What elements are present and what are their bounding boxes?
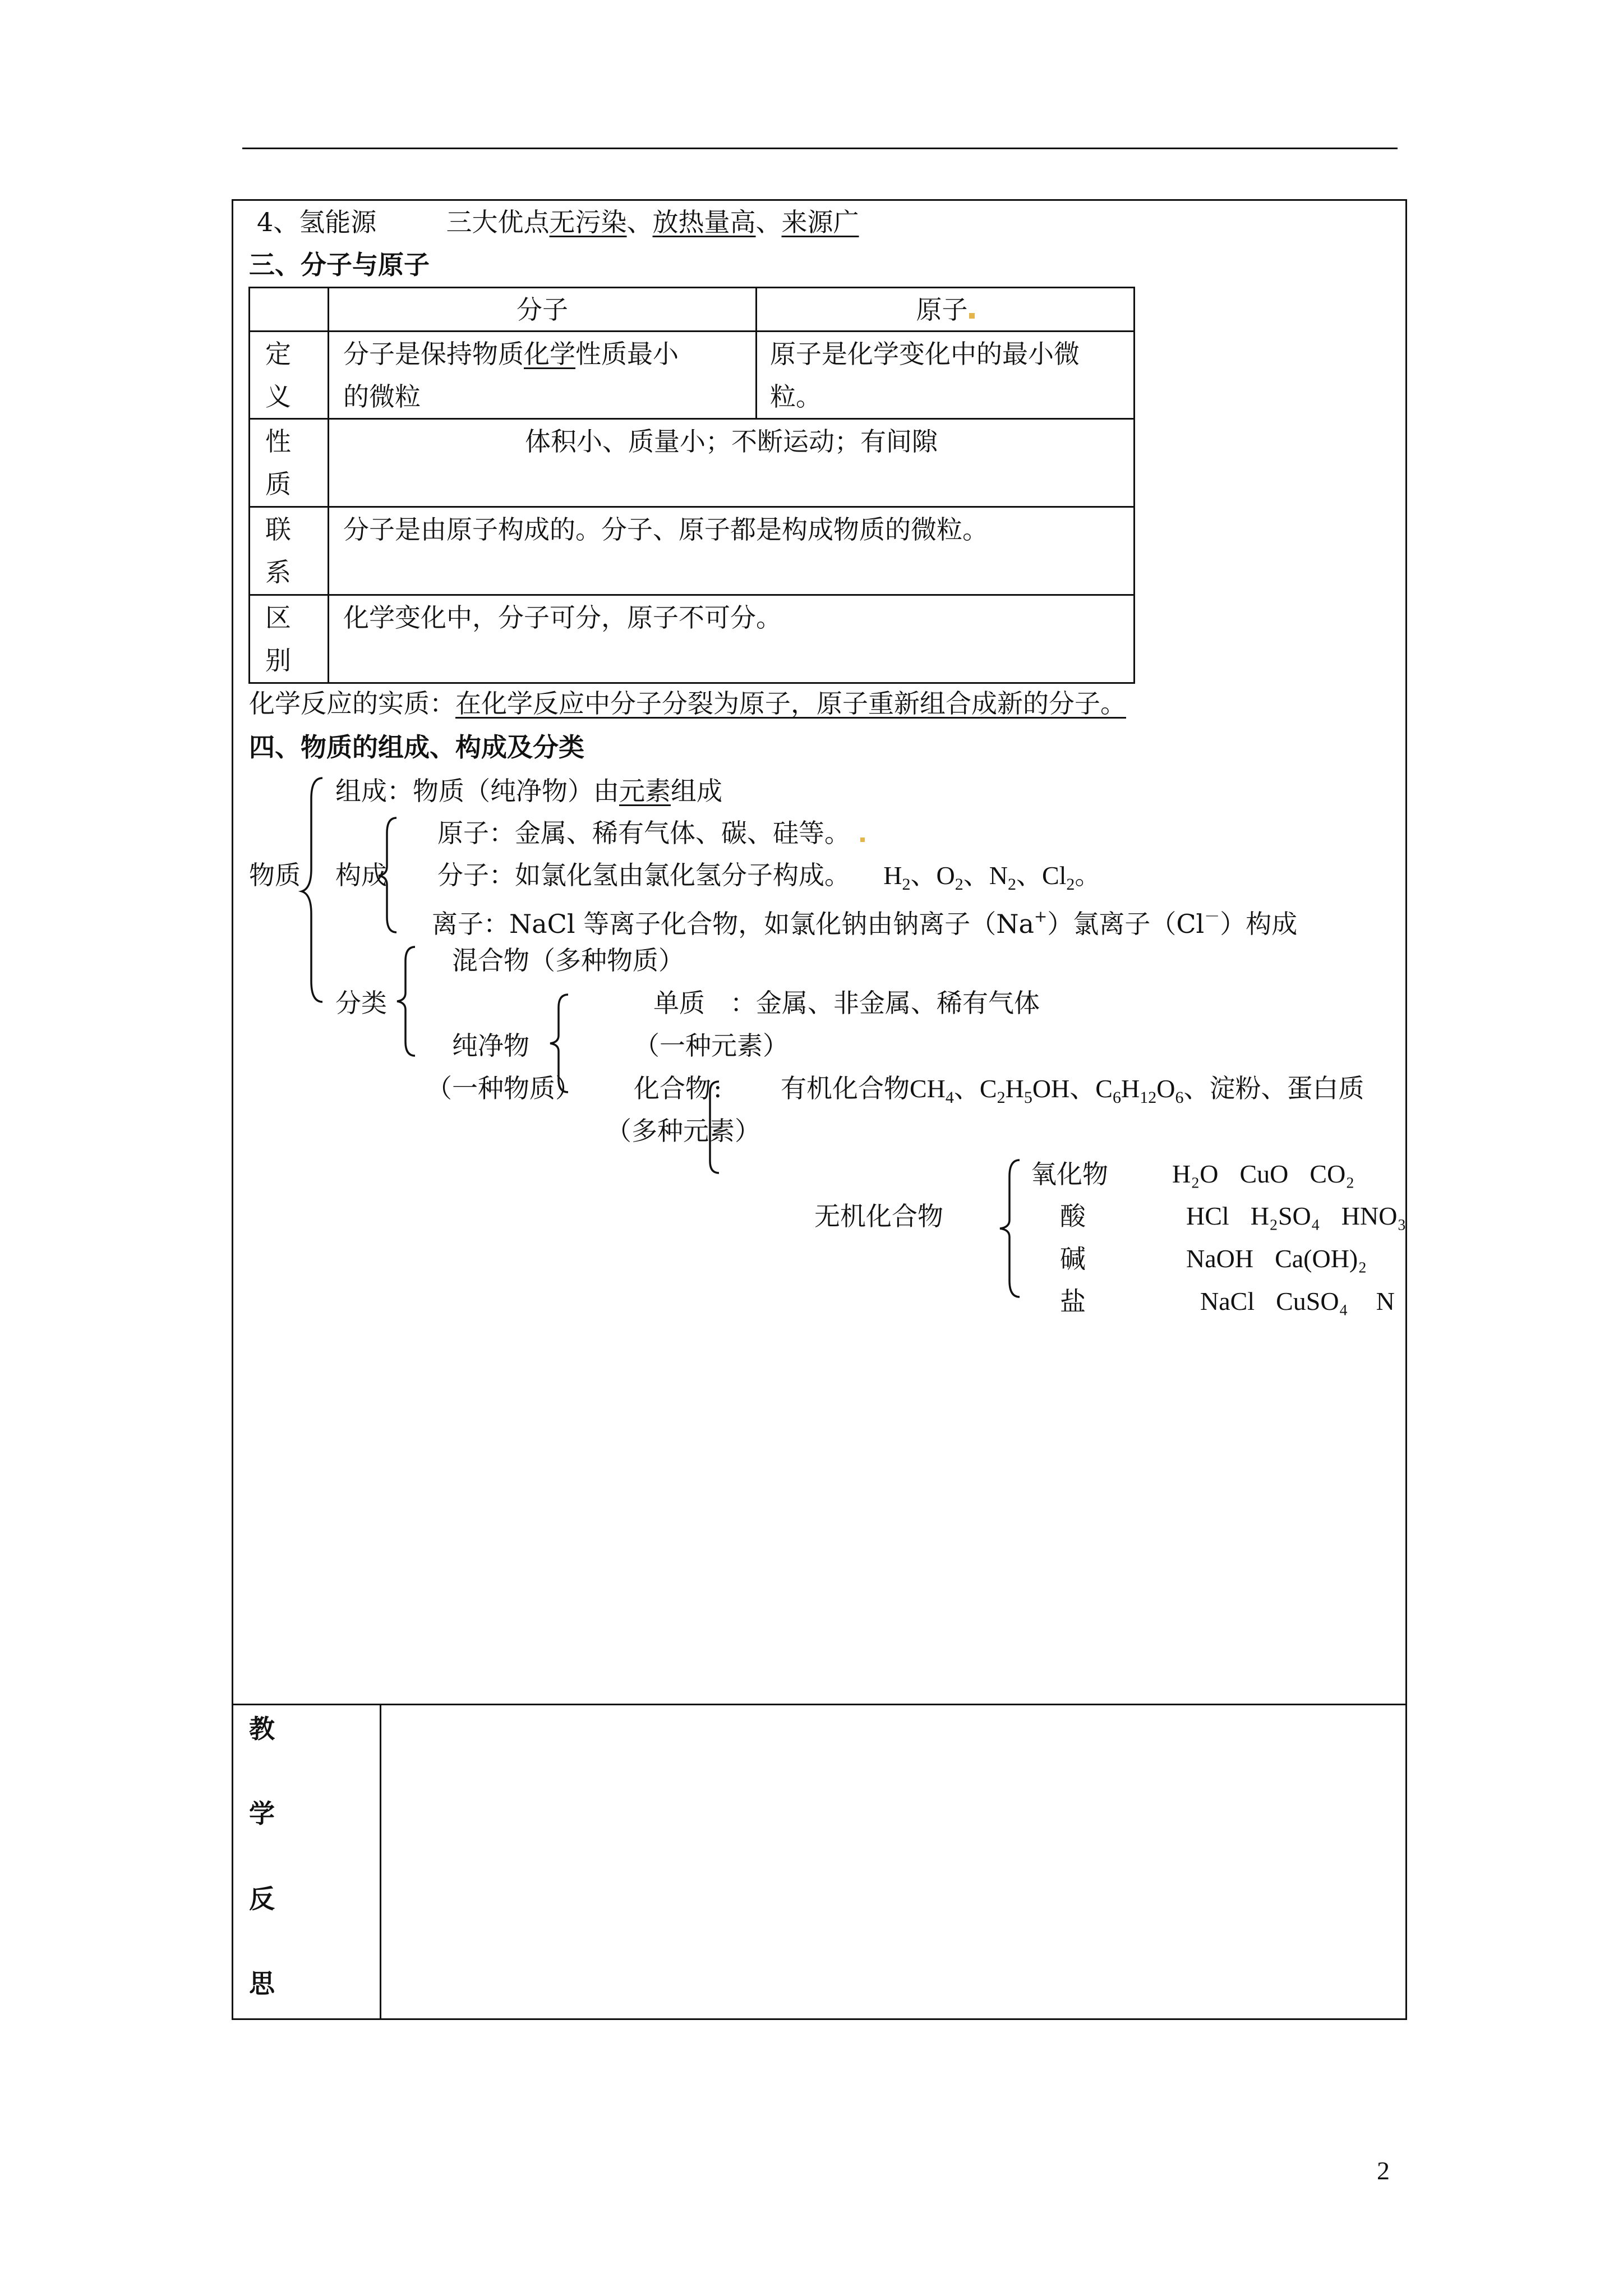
formula: Ca(OH)₂ xyxy=(1275,1244,1367,1273)
inorganic-items-oxide xyxy=(1172,1157,1354,1191)
element-label: 单质 xyxy=(653,988,705,1018)
formula: H₂O xyxy=(1172,1159,1219,1188)
atom-definition-line2: 粒。 xyxy=(770,381,822,412)
difference-text: 化学变化中，分子可分，原子不可分。 xyxy=(343,602,782,633)
formula-subscript: 2 xyxy=(902,875,911,894)
compound-brace xyxy=(702,1080,725,1175)
composition-post: 组成 xyxy=(671,776,722,806)
inorganic-name: 碱 xyxy=(1060,1244,1086,1274)
header-atom-label: 原子 xyxy=(916,295,968,325)
compound-note: （多种元素） xyxy=(606,1116,760,1146)
row-label-relation-b: 系 xyxy=(265,557,291,587)
structure-label: 构成 xyxy=(335,860,387,890)
organic-tail: 、淀粉、蛋白质 xyxy=(1183,1073,1364,1103)
formula-subscript: 6 xyxy=(1112,1088,1121,1107)
formula-subscript: 2 xyxy=(1007,875,1016,894)
formula: CuSO₄ xyxy=(1276,1287,1348,1315)
inorganic-row-acid xyxy=(1060,1199,1086,1233)
inorganic-items-salt xyxy=(1200,1285,1405,1318)
organic-line xyxy=(781,1071,1364,1115)
atoms-line xyxy=(437,816,865,850)
formula: HNO₃ xyxy=(1341,1202,1407,1230)
separator: 、 xyxy=(963,861,989,890)
header-rule xyxy=(242,148,1398,149)
inorganic-name: 氧化物 xyxy=(1031,1159,1108,1189)
ions-na-superscript: + xyxy=(1034,907,1048,926)
compound-label: 化合物 xyxy=(634,1073,711,1103)
separator: 、 xyxy=(626,207,653,237)
formula-part: N xyxy=(989,861,1008,890)
main-brace xyxy=(300,776,334,1004)
element-line xyxy=(653,986,1040,1020)
atom-definition: 原子是化学变化中的最小微 xyxy=(770,339,1080,369)
root-matter: 物质 xyxy=(249,860,301,890)
formula-subscript: 6 xyxy=(1175,1088,1184,1107)
hydrogen-advantage-3: 来源广 xyxy=(781,207,859,237)
row-label-difference-b: 别 xyxy=(265,645,291,675)
properties-text: 体积小、质量小；不断运动；有间隙 xyxy=(525,426,938,457)
formula: N xyxy=(1376,1287,1395,1315)
inorganic-name: 盐 xyxy=(1060,1286,1086,1317)
formula-part: O xyxy=(936,861,955,890)
formula-subscript: 2 xyxy=(997,1088,1006,1107)
reflection-char-1: 教 xyxy=(249,1714,275,1744)
organic-label: 有机化合物 xyxy=(781,1073,910,1103)
formula: HCl xyxy=(1186,1202,1229,1230)
formula-part: C xyxy=(1095,1074,1113,1103)
row-label-relation-a: 联 xyxy=(265,514,291,545)
composition-pre: 组成：物质（纯净物）由 xyxy=(335,776,619,806)
separator: 、 xyxy=(1069,1074,1096,1103)
formula-part: OH xyxy=(1032,1074,1070,1103)
inorganic-row-salt xyxy=(1060,1285,1086,1318)
pure-brace xyxy=(548,993,577,1094)
structure-brace xyxy=(377,816,405,934)
classification-brace xyxy=(395,945,423,1057)
ions-cl-superscript: － xyxy=(1204,907,1220,926)
separator: 、 xyxy=(953,1074,980,1103)
formula-subscript: 12 xyxy=(1140,1088,1157,1107)
molecule-definition-post: 性质最小 xyxy=(575,339,679,369)
molecule-definition-line2: 的微粒 xyxy=(343,381,421,412)
classification-label: 分类 xyxy=(335,988,387,1018)
highlight-dot xyxy=(969,313,975,319)
header-molecule: 分子 xyxy=(517,295,568,325)
mixture: 混合物（多种物质） xyxy=(452,945,684,976)
hydrogen-lead: 三大优点 xyxy=(446,207,550,237)
inorganic-items-acid xyxy=(1186,1199,1407,1233)
hydrogen-advantage-1: 无污染 xyxy=(549,207,627,237)
inorganic-label: 无机化合物 xyxy=(814,1201,943,1231)
reaction-essence xyxy=(249,687,1126,720)
formula: NaCl xyxy=(1200,1287,1255,1315)
molecule-definition-underlined: 化学 xyxy=(524,339,575,369)
molecule-definition xyxy=(343,332,679,376)
formula-subscript: 2 xyxy=(1066,875,1075,894)
pure-substance-note: （一种物质） xyxy=(426,1073,581,1103)
teaching-reflection-content[interactable] xyxy=(381,1705,1405,2018)
separator: 、 xyxy=(910,861,937,890)
molecules-line xyxy=(437,858,1100,901)
element-note: （一种元素） xyxy=(634,1030,789,1061)
molecules-text: 分子：如氯化氢由氯化氢分子构成。 xyxy=(437,860,850,890)
formula-subscript: 2 xyxy=(955,875,963,894)
reaction-essence-label: 化学反应的实质： xyxy=(249,688,455,719)
ions-post: ）构成 xyxy=(1220,909,1298,939)
molecule-definition-pre: 分子是保持物质 xyxy=(343,339,524,369)
reflection-char-3: 反 xyxy=(249,1884,275,1914)
inorganic-row-base xyxy=(1060,1242,1086,1276)
highlight-dot xyxy=(860,838,865,842)
formula-part: Cl xyxy=(1041,861,1067,890)
ions-line xyxy=(432,900,1297,941)
separator: 、 xyxy=(755,207,782,237)
header-atom xyxy=(757,288,1133,332)
formula-part: O xyxy=(1156,1074,1175,1103)
formula: CuO xyxy=(1239,1159,1289,1188)
row-label-definition-a: 定 xyxy=(265,339,291,369)
formula: H₂SO₄ xyxy=(1250,1202,1320,1230)
atoms-text: 原子：金属、稀有气体、碳、硅等。 xyxy=(437,818,850,848)
relation-text: 分子是由原子构成的。分子、原子都是构成物质的微粒。 xyxy=(343,514,988,545)
formula-part: C xyxy=(979,1074,997,1103)
reflection-char-4: 思 xyxy=(249,1968,275,1999)
formula-part: H xyxy=(1121,1074,1140,1103)
row-label-definition-b: 义 xyxy=(265,381,291,412)
section-3-title: 三、分子与原子 xyxy=(249,250,430,280)
formula: CO₂ xyxy=(1310,1159,1355,1188)
composition-line xyxy=(335,774,722,808)
inorganic-brace xyxy=(998,1158,1026,1299)
hydrogen-advantage-2: 放热量高 xyxy=(652,207,756,237)
hydrogen-label: 4、氢能源 xyxy=(257,207,377,237)
pure-substance: 纯净物 xyxy=(452,1030,529,1061)
formula-part: CH xyxy=(910,1074,946,1103)
formula: NaOH xyxy=(1186,1244,1254,1273)
row-label-properties-a: 性 xyxy=(265,426,291,457)
formula-subscript: 5 xyxy=(1023,1088,1032,1107)
row-label-difference-a: 区 xyxy=(265,602,291,633)
row-label-properties-b: 质 xyxy=(265,469,291,499)
formula-part: H xyxy=(883,861,902,890)
formula-subscript: 4 xyxy=(945,1088,954,1107)
composition-underlined: 元素 xyxy=(619,776,671,806)
separator: 、 xyxy=(1016,861,1042,890)
page-number: 2 xyxy=(1377,2156,1390,2185)
formula-part: H xyxy=(1005,1074,1024,1103)
ions-pre: 离子：NaCl 等离子化合物，如氯化钠由钠离子（Na xyxy=(432,909,1034,939)
inorganic-name: 酸 xyxy=(1060,1201,1086,1231)
separator: 。 xyxy=(1075,861,1101,890)
element-text: ：金属、非金属、稀有气体 xyxy=(730,988,1040,1018)
reflection-char-2: 学 xyxy=(249,1798,275,1829)
inorganic-items-base xyxy=(1186,1242,1367,1276)
inorganic-row-oxide xyxy=(1031,1157,1108,1191)
hydrogen-line xyxy=(257,205,859,239)
compound-colon: : xyxy=(713,1073,722,1103)
reaction-essence-text: 在化学反应中分子分裂为原子，原子重新组合成新的分子。 xyxy=(455,688,1126,719)
section-4-title: 四、物质的组成、构成及分类 xyxy=(249,732,584,762)
ions-mid: ）氯离子（Cl xyxy=(1047,909,1205,939)
